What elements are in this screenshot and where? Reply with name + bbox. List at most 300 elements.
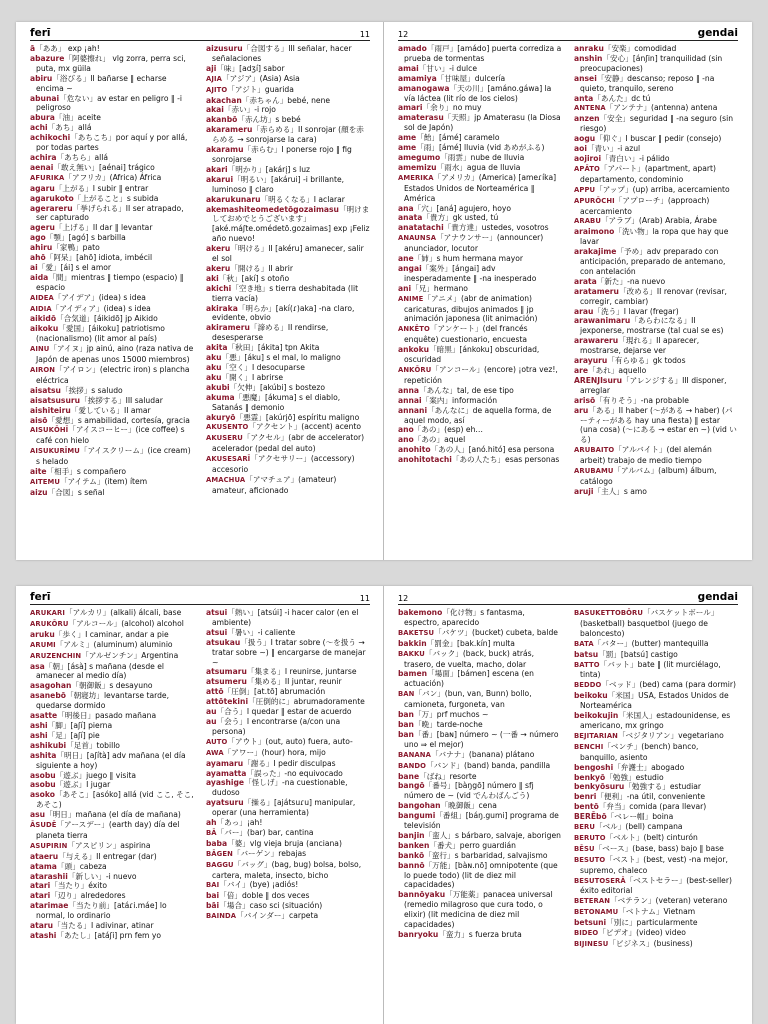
entry-definition: 「アイディア」(idea) s idea <box>51 303 151 313</box>
entry-headword: BENCHI <box>574 742 604 751</box>
entry-definition: 「あんな」tal, de ese tipo <box>419 385 514 395</box>
entry-headword: ARUBAITO <box>574 446 615 455</box>
entry-definition: 「危ない」av estar en peligro ‖ -i peligroso <box>36 93 182 113</box>
entry-headword: akeru <box>206 263 231 273</box>
entry-headword: bane <box>398 771 420 781</box>
entry-definition: 「倍」doble ‖ dos veces <box>219 891 310 901</box>
entry-headword: bāi <box>206 901 220 911</box>
entry-definition: 「米国人」estadounidense, es americano, mx gringo <box>580 711 731 730</box>
entry-headword: aizu <box>30 487 48 497</box>
dictionary-entry <box>574 822 738 833</box>
entry-definition: 「米国」USA, Estados Unidos de Norteamérica <box>580 691 729 711</box>
entry-definition: 「あの人」[anó.hitó] esa persona <box>430 445 555 455</box>
dictionary-entry <box>398 44 562 64</box>
entry-headword: ah <box>206 818 217 828</box>
dictionary-entry <box>398 173 562 204</box>
dictionary-entry <box>398 113 562 133</box>
entry-headword: amanogawa <box>398 83 450 93</box>
entry-definition: 「アースデー」(earth day) día del planeta tierra <box>36 820 180 840</box>
entries-column <box>398 608 562 950</box>
dictionary-entry <box>398 294 562 325</box>
dictionary-entry <box>30 651 194 662</box>
dictionary-entry <box>574 792 738 802</box>
dictionary-entry <box>206 759 370 769</box>
entry-headword: AKUSERU <box>206 434 243 443</box>
dictionary-entry <box>574 844 738 855</box>
entry-definition: 「アルコール」(alcohol) alcohol <box>68 618 184 628</box>
entry-headword: AJITO <box>206 85 228 94</box>
entry-definition: 「あたし」[atáʃi] prn fem yo <box>56 931 162 940</box>
entry-headword: akai <box>206 105 224 115</box>
dictionary-entry <box>206 860 370 881</box>
entry-headword: batsu <box>574 649 599 659</box>
dictionary-entry <box>30 872 194 882</box>
dictionary-entry <box>30 74 194 94</box>
entry-definition: 「あんた」dc tú <box>593 93 651 103</box>
dictionary-entry <box>574 773 738 783</box>
entry-headword: aisatsu <box>30 385 61 395</box>
entry-definition: 「明後日」pasado mañana <box>57 711 157 721</box>
dictionary-entry <box>398 143 562 153</box>
entry-headword: anohitotachi <box>398 455 452 465</box>
entry-definition: 「蛮力」s fuerza bruta <box>438 930 522 939</box>
dictionary-entry <box>30 630 194 640</box>
dictionary-entry <box>30 184 194 194</box>
entry-definition: 「新しい」-i nuevo <box>67 871 137 881</box>
dictionary-entry <box>30 273 194 293</box>
entry-headword: ashita <box>30 750 57 760</box>
dictionary-entry <box>206 383 370 393</box>
entry-headword: AMERIKA <box>398 173 434 182</box>
dictionary-entry <box>30 741 194 751</box>
entry-definition: 「脚」[aʃí] pierna <box>47 720 113 730</box>
entry-definition: 「アウト」(out, auto) fuera, auto- <box>227 736 353 746</box>
entry-headword: anohito <box>398 445 431 455</box>
entry-headword: ANAUNSA <box>398 234 437 243</box>
dictionary-entry <box>206 849 370 860</box>
entry-definition: 「アクセル」(abr de accelerator) acelerador (pedal del auto) <box>212 433 365 454</box>
entry-definition: 「上がること」s subida <box>73 193 159 203</box>
entry-headword: arisō <box>574 395 596 405</box>
dictionary-entry <box>574 94 738 104</box>
page-number: 12 <box>398 594 409 603</box>
dictionary-entry <box>206 105 370 115</box>
entry-definition: 「ベトナム」Vietnam <box>618 907 696 917</box>
entry-headword: asa <box>30 661 45 671</box>
entry-headword: atsui <box>206 608 228 617</box>
entry-definition: 「アマチュア」(amateur) amateur, aficionado <box>212 474 337 495</box>
entry-headword: atarashii <box>30 871 68 881</box>
entry-headword: BEJITARIAN <box>574 731 618 740</box>
entry-definition: 「バット」bate ‖ (lit murciélago, tinta) <box>580 659 721 680</box>
entry-headword: AKUSESARĪ <box>206 455 251 464</box>
entry-definition: 「蛮行」s barbaridad, salvajismo <box>424 850 548 860</box>
entry-headword: BEDDO <box>574 681 602 690</box>
page-left <box>16 586 384 1024</box>
entry-definition: 「バケツ」(bucket) cubeta, balde <box>434 627 558 637</box>
entry-headword: aku <box>206 372 222 382</box>
dictionary-entry <box>30 233 194 243</box>
entry-headword: BERUTO <box>574 833 606 842</box>
entry-headword: asobu <box>30 770 56 780</box>
dictionary-entry <box>574 907 738 918</box>
dictionary-entry <box>574 928 738 939</box>
entry-headword: ahiru <box>30 243 53 253</box>
dictionary-entry <box>574 196 738 217</box>
entry-headword: asoko <box>30 790 55 800</box>
dictionary-entry <box>30 841 194 852</box>
dictionary-entry <box>30 386 194 396</box>
dictionary-entry <box>574 134 738 144</box>
entry-definition: 「バター」(butter) mantequilla <box>593 638 709 648</box>
dictionary-entry <box>398 930 562 940</box>
entry-definition: 「会う」I encontrarse (a/con una persona) <box>212 716 341 736</box>
dictionary-entry <box>30 153 194 163</box>
dictionary-entry <box>206 363 370 373</box>
entry-headword: BAN <box>398 690 415 699</box>
entry-headword: anshin <box>574 53 603 63</box>
entry-headword: BIDEO <box>574 929 599 938</box>
entry-definition: 「アワー」(hour) hora, mijo <box>223 747 326 757</box>
entry-headword: arata <box>574 276 597 286</box>
dictionary-entry <box>30 619 194 630</box>
dictionary-entry <box>206 608 370 628</box>
dictionary-entry <box>206 44 370 64</box>
dictionary-entry <box>574 406 738 446</box>
entry-headword: aratameru <box>574 286 619 296</box>
dictionary-entry <box>30 253 194 263</box>
dictionary-entry <box>206 454 370 475</box>
entry-headword: ANKĒTO <box>398 325 430 334</box>
entry-headword: bannō <box>398 860 425 870</box>
dictionary-entry <box>574 227 738 247</box>
entry-headword: ana <box>398 203 414 213</box>
entry-headword: ayashige <box>206 778 245 788</box>
entry-headword: abazure <box>30 53 65 63</box>
entry-definition: 「雨戸」[amádo] puerta corrediza a prueba de tormentas <box>404 44 562 63</box>
entry-definition: 「新た」-na nuevo <box>596 276 666 286</box>
entry-definition: 「アルバム」(album) álbum, catálogo <box>580 466 717 486</box>
entry-definition: 「安楽」comodidad <box>603 44 677 53</box>
entry-headword: agaru <box>30 183 55 193</box>
dictionary-entry <box>206 880 370 891</box>
entry-definition: 「遊ぶ」I jugar <box>55 780 111 790</box>
entry-definition: 「赤らむ」I ponerse rojo ‖ fig sonrojarse <box>212 145 352 164</box>
entry-definition: 「明るい」[akárui] -i brillante, luminoso ‖ claro <box>212 174 345 194</box>
entry-definition: 「与える」II entregar (dar) <box>58 851 157 861</box>
dictionary-entry <box>574 316 738 336</box>
entry-definition: 「アイスコーヒー」(ice coffee) s café con hielo <box>36 425 185 446</box>
entry-headword: BAINDA <box>206 912 237 921</box>
entry-definition: 「合図」s señal <box>47 487 105 497</box>
entry-definition: 「アルゼンチン」Argentina <box>81 650 179 660</box>
dictionary-entry <box>574 103 738 114</box>
entry-definition: 「浴びる」II bañarse ‖ echarse encima ~ <box>36 73 167 93</box>
entry-definition: 「アニメ」(abr de animation) caricaturas, dibujos animados ‖ jp animación japonesa (lit animación) <box>404 293 538 324</box>
entry-headword: benkyōsuru <box>574 782 625 792</box>
entry-definition: 「アメリカ」(America) [ameɾíka] Estados Unidos de Norteamérica ‖ América <box>404 172 557 203</box>
entry-definition: 「扱う」I tratar sobre (～を扱う → tratar sobre ~) ‖ encargarse de manejar ~ <box>212 637 366 667</box>
dictionary-entry <box>398 213 562 223</box>
entry-definition: 「ベジタリアン」vegetariano <box>617 730 724 740</box>
dictionary-entry <box>398 761 562 772</box>
entry-headword: APPU <box>574 185 596 194</box>
entry-definition: 「操る」[ajátsuɾu] manipular, operar (una herramienta) <box>212 798 356 818</box>
entry-definition: 「朝寝坊」levantarse tarde, quedarse dormido <box>36 691 170 711</box>
entry-headword: arayuru <box>574 356 608 366</box>
entry-headword: asu <box>30 810 46 820</box>
entry-headword: bannōyaku <box>398 890 446 900</box>
entry-headword: aku <box>206 353 222 363</box>
dictionary-entry <box>30 133 194 153</box>
entry-definition: 「家鴨」pato <box>52 243 100 253</box>
entry-headword: atari <box>30 881 51 891</box>
entry-headword: bentō <box>574 802 599 812</box>
dictionary-entry <box>574 742 738 763</box>
dictionary-entry <box>574 396 738 406</box>
entry-headword: achi <box>30 123 48 133</box>
dictionary-entry <box>30 94 194 114</box>
dictionary-entry <box>574 74 738 94</box>
entry-headword: ashi <box>30 730 48 740</box>
entry-headword: akaramu <box>206 145 244 155</box>
entry-headword: ayamaru <box>206 758 244 768</box>
dictionary-entry <box>30 852 194 862</box>
entry-headword: AUTO <box>206 737 228 746</box>
dictionary-entry <box>574 680 738 691</box>
entry-headword: atama <box>30 861 57 871</box>
entry-headword: attō <box>206 687 224 697</box>
entry-definition: 「場合」caso sci (situación) <box>219 901 323 911</box>
entry-headword: ANIME <box>398 294 424 303</box>
dictionary-entry <box>30 344 194 365</box>
dictionary-entry <box>398 153 562 163</box>
dictionary-entry <box>574 376 738 396</box>
entry-headword: akarui <box>206 174 234 184</box>
dictionary-entry <box>30 691 194 711</box>
entry-definition: 「足」[aʃí] pie <box>47 730 100 740</box>
dictionary-entry <box>206 911 370 922</box>
entry-definition: 「アスピリン」aspirina <box>67 840 151 850</box>
dictionary-entry <box>206 475 370 496</box>
entry-definition: 「明日」mañana (el día de mañana) <box>45 810 181 820</box>
dictionary-entry <box>30 820 194 841</box>
entry-headword: akubi <box>206 382 230 392</box>
dictionary-entry <box>30 751 194 771</box>
entry-headword: anna <box>398 385 420 395</box>
entry-headword: anata <box>398 213 423 223</box>
entry-definition: 「アプローチ」(approach) acercamiento <box>580 195 710 216</box>
entry-headword: AITEMU <box>30 477 60 486</box>
dictionary-entry <box>574 144 738 154</box>
entry-definition: 「アナウンサー」(announcer) anunciador, locutor <box>404 233 544 254</box>
entry-definition: 「愛国」[áikoku] patriotismo (nacionalismo) (lit amor al país) <box>36 324 165 344</box>
entry-definition: 「アジア」(Asia) Asia <box>221 73 300 83</box>
page-number: 12 <box>398 30 409 39</box>
entry-definition: 「バスケットボール」(basketball) basquetbol (juego de baloncesto) <box>580 608 719 638</box>
dictionary-entry <box>206 667 370 677</box>
entry-definition: 「別に」particularmente <box>606 918 698 928</box>
dictionary-entry <box>574 154 738 164</box>
dictionary-entry <box>30 446 194 467</box>
entry-definition: 「アイロン」(electric iron) s plancha eléctrica <box>36 365 190 385</box>
dictionary-entry <box>30 163 194 173</box>
entry-definition: 「悪魔」[ákuma] s el diablo, Satanás ‖ demonio <box>212 392 341 412</box>
dictionary-entry <box>398 841 562 851</box>
entry-definition: 「明らか」[akí(ɾ)aka] -na claro, evidente, obvio <box>212 303 355 323</box>
entry-headword: ARUMI <box>30 640 56 649</box>
entry-headword: attōtekini <box>206 697 249 707</box>
entry-headword: arawanimaru <box>574 316 631 326</box>
dictionary-entry <box>206 264 370 274</box>
entry-definition: 「便利」-na útil, conveniente <box>596 792 706 802</box>
entry-definition: 「悪」[áku] s el mal, lo maligno <box>221 353 341 363</box>
entry-headword: AIRON <box>30 366 55 374</box>
dictionary-entry <box>398 851 562 861</box>
entry-definition: 「ベンチ」(bench) banco, banquillo, asiento <box>580 741 699 762</box>
dictionary-entry <box>574 812 738 822</box>
entry-headword: AKUSENTO <box>206 423 249 432</box>
entry-headword: aji <box>206 63 217 73</box>
dictionary-entry <box>574 763 738 773</box>
dictionary-entry <box>574 247 738 277</box>
dictionary-entry <box>30 731 194 741</box>
entry-definition: 「アイテム」(item) ítem <box>59 476 148 486</box>
dictionary-entry <box>30 881 194 891</box>
entry-definition: 「明ける」II [akéru] amanecer, salir el sol <box>212 244 364 264</box>
entry-definition: 「ベッド」(bed) cama (para dormir) <box>601 680 736 690</box>
entry-definition: 「遊ぶ」juego ‖ visita <box>55 770 137 780</box>
dictionary-entry <box>398 445 562 455</box>
dictionary-entry <box>574 114 738 134</box>
dictionary-entry <box>398 365 562 386</box>
entry-headword: aru <box>574 405 589 415</box>
entry-headword: bankō <box>398 850 425 860</box>
entry-definition: 「有らゆる」gk todos <box>607 356 686 366</box>
running-header <box>398 25 738 41</box>
entry-definition: 「番組」[báŋ.gumi] programa de televisión <box>404 811 559 831</box>
dictionary-entry <box>574 855 738 876</box>
entry-headword: ame <box>398 143 417 153</box>
entry-definition: 「秋」[akí] s otoño <box>218 273 290 283</box>
dictionary-entry <box>206 125 370 145</box>
dictionary-entry <box>206 64 370 74</box>
entry-headword: bangohan <box>398 801 441 811</box>
entry-definition: 「アルミ」(aluminum) aluminio <box>55 639 173 649</box>
entry-definition: 「圧倒」[at.tō] abrumación <box>223 687 326 697</box>
entry-definition: 「あち」allá <box>47 123 92 133</box>
entries-column <box>30 608 194 941</box>
entry-headword: akiraka <box>206 303 238 313</box>
dictionary-entry <box>30 44 194 54</box>
entry-headword: amegumo <box>398 152 441 162</box>
dictionary-entry <box>574 336 738 356</box>
entry-headword: BANANA <box>398 750 431 759</box>
page-right <box>384 22 752 560</box>
entry-definition: 「朝」[ásà] s mañana (desde el amanecer al medio día) <box>36 661 165 681</box>
entry-definition: 「有りそう」-na probable <box>595 395 689 405</box>
entry-headword: AISUKURĪMU <box>30 447 80 456</box>
dictionary-entry <box>574 711 738 731</box>
entry-definition: 「アフリカ」(Africa) África <box>64 172 162 182</box>
dictionary-entry <box>206 687 370 697</box>
entry-headword: AWA <box>206 748 224 757</box>
entry-headword: ashikubi <box>30 740 67 750</box>
entry-headword: aikoku <box>30 324 59 334</box>
entry-headword: akita <box>206 343 228 353</box>
entry-headword: ageru <box>30 223 55 233</box>
dictionary-entry <box>398 64 562 74</box>
entry-definition: 「謝る」I pedir disculpas <box>243 758 336 768</box>
dictionary-entry <box>30 921 194 931</box>
dictionary-entry <box>398 74 562 84</box>
dictionary-entry <box>574 356 738 366</box>
dictionary-entry <box>206 393 370 413</box>
dictionary-entry <box>206 304 370 324</box>
entry-definition: 「洗う」I lavar (fregar) <box>593 306 679 316</box>
dictionary-entry <box>574 216 738 227</box>
entry-headword: BETERAN <box>574 897 610 906</box>
dictionary-entry <box>574 639 738 650</box>
dictionary-entry <box>206 96 370 106</box>
entry-headword: beikoku <box>574 691 608 701</box>
entry-headword: aenai <box>30 162 54 172</box>
entry-headword: ARUZENCHIN <box>30 651 82 660</box>
entry-headword: bakemono <box>398 608 443 617</box>
entry-definition: 「集める」II juntar, reunir <box>246 677 342 687</box>
entry-headword: BERU <box>574 823 595 832</box>
entry-definition: 「ある」II haber (～がある → haber) (パーティーがある hay una fiesta) ‖ estar (una cosa) (～にある → estar en ~) (vid いる) <box>580 405 737 445</box>
entry-definition: 「アルバイト」(del alemán arbeit) trabajo de medio tiempo <box>580 445 712 466</box>
dictionary-entry <box>574 876 738 897</box>
entry-headword: BAKKU <box>398 649 425 658</box>
entry-headword: ĀSUDĒ <box>30 821 57 830</box>
entry-definition: 「化け物」s fantasma, espectro, aparecido <box>404 608 525 627</box>
entry-definition: 「誤った」-no equivocado <box>246 768 343 778</box>
dictionary-entry <box>206 901 370 911</box>
entry-definition: 「飴」[ámé] caramelo <box>416 133 500 143</box>
entry-definition: 「アンコール」(encore) ¡otra vez!, repetición <box>404 365 558 385</box>
entry-definition: 「合気道」[áikidō] jp Aikido <box>56 314 158 324</box>
dictionary-entry <box>574 782 738 792</box>
entry-definition: 「番犬」perro guardián <box>429 840 516 850</box>
entry-definition: 「安静」descanso; reposo ‖ -na quieto, tranquilo, sereno <box>580 73 715 93</box>
entry-definition: 「秋田」[ákita] tpn Akita <box>227 343 320 353</box>
entry-headword: ban <box>398 729 414 739</box>
dictionary-entry <box>398 720 562 730</box>
entry-headword: atsukau <box>206 637 241 647</box>
entry-definition: 「バナナ」(banana) plátano <box>430 749 535 759</box>
entry-headword: BĒSU <box>574 844 595 853</box>
entry-headword: aojiroi <box>574 153 602 163</box>
dictionary-entry <box>398 689 562 710</box>
entry-definition: 「愛想」s amabilidad, cortesía, gracia <box>47 415 190 425</box>
entry-headword: BATTO <box>574 660 600 669</box>
entry-definition: 「暗黒」[ánkoku] obscuridad, oscuridad <box>404 345 540 365</box>
entry-headword: amemizu <box>398 162 437 172</box>
entry-definition: 「開ける」II abrir <box>230 263 293 273</box>
entry-headword: aikidō <box>30 314 57 324</box>
dictionary-entry <box>206 638 370 668</box>
dictionary-entry <box>30 123 194 133</box>
entry-headword: ā <box>30 44 36 53</box>
dictionary-entry <box>398 324 562 345</box>
entry-headword: ayatsuru <box>206 798 244 808</box>
entry-definition: 「案内」información <box>421 395 498 405</box>
dictionary-entry <box>30 54 194 74</box>
entry-headword: BATA <box>574 639 594 648</box>
entry-definition: 「ばね」resorte <box>419 771 477 781</box>
